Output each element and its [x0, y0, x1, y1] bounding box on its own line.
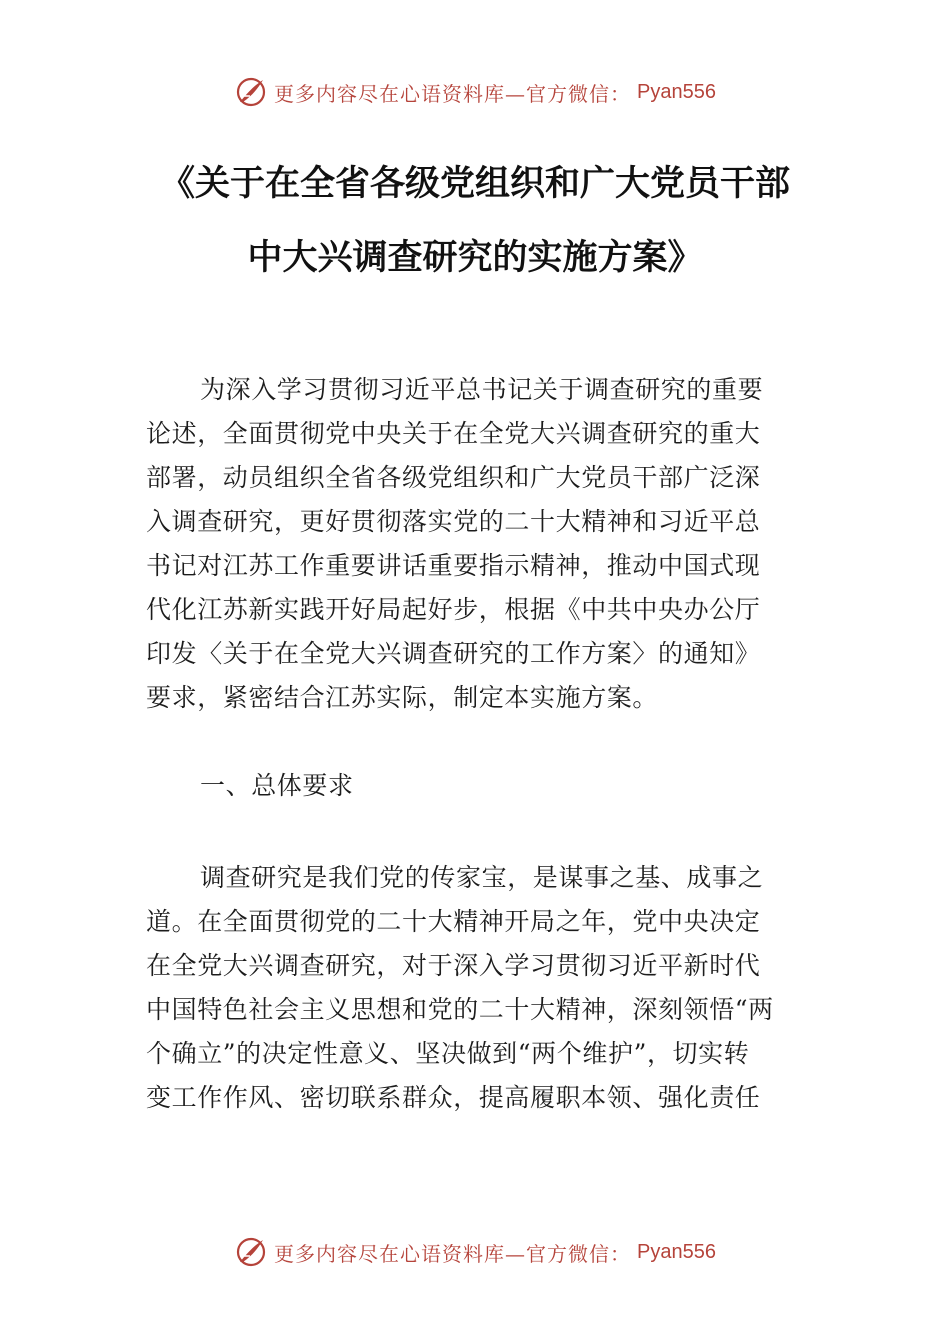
intro-line: 要求，紧密结合江苏实际，制定本实施方案。 [146, 683, 659, 712]
section-line: 道。在全面贯彻党的二十大精神开局之年，党中央决定 [146, 907, 761, 936]
banner-text: 更多内容尽在心语资料库—官方微信： [274, 81, 632, 106]
section-heading: 一、总体要求 [200, 771, 354, 800]
intro-line: 印发〈关于在全党大兴调查研究的工作方案〉的通知》 [146, 639, 761, 668]
banner-wechat-id: Pyan556 [637, 80, 716, 103]
section-line: 在全党大兴调查研究，对于深入学习贯彻习近平新时代 [146, 951, 761, 980]
banner-wechat-id: Pyan556 [637, 1240, 716, 1263]
banner-text: 更多内容尽在心语资料库—官方微信： [274, 1241, 632, 1266]
intro-line: 代化江苏新实践开好局起好步，根据《中共中央办公厅 [146, 595, 761, 624]
document-title-line-2: 中大兴调查研究的实施方案》 [247, 238, 703, 278]
footer-banner [0, 1232, 950, 1272]
intro-line: 部署，动员组织全省各级党组织和广大党员干部广泛深 [146, 463, 761, 492]
intro-line: 书记对江苏工作重要讲话重要指示精神，推动中国式现 [146, 551, 761, 580]
section-line: 调查研究是我们党的传家宝，是谋事之基、成事之 [200, 863, 764, 892]
intro-line: 论述，全面贯彻党中央关于在全党大兴调查研究的重大 [146, 419, 761, 448]
section-line: 中国特色社会主义思想和党的二十大精神，深刻领悟“两 [146, 995, 774, 1024]
quill-logo-icon [234, 75, 268, 109]
intro-line: 入调查研究，更好贯彻落实党的二十大精神和习近平总 [146, 507, 761, 536]
document-title-line-1: 《关于在全省各级党组织和广大党员干部 [159, 164, 790, 204]
header-banner [0, 72, 950, 112]
quill-logo-icon [234, 1235, 268, 1269]
section-line: 变工作作风、密切联系群众，提高履职本领、强化责任 [146, 1083, 761, 1112]
intro-line: 为深入学习贯彻习近平总书记关于调查研究的重要 [200, 375, 764, 404]
section-line: 个确立”的决定性意义、坚决做到“两个维护”，切实转 [146, 1039, 750, 1068]
